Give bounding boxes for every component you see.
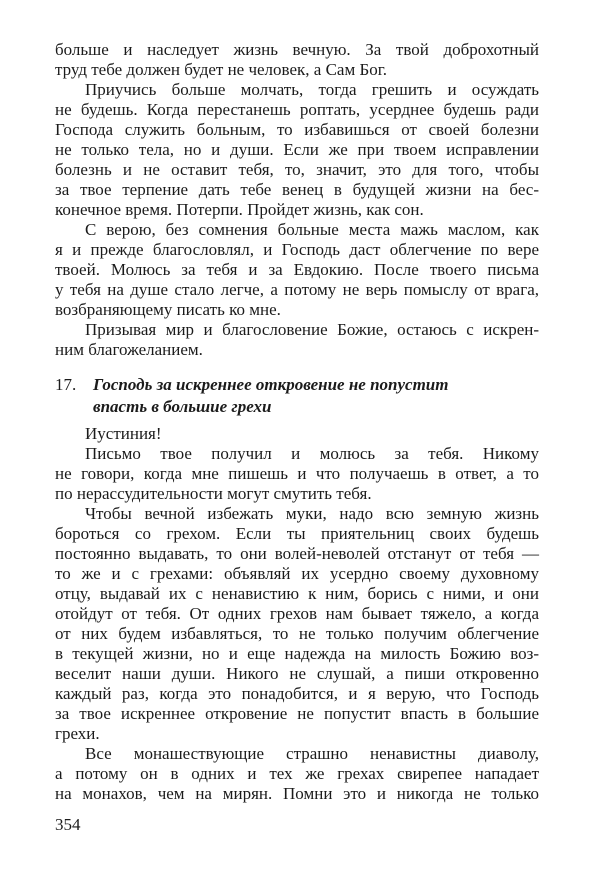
text-before-heading xyxy=(55,40,539,360)
section-heading xyxy=(55,374,539,418)
page-text-block xyxy=(55,40,539,804)
text-line: постоянно выдавать, то они волей-неволей отстанут от тебя — xyxy=(55,544,539,563)
text-line: а потому он в одних и тех же грехах свирепее нападает xyxy=(55,764,539,783)
text-line: на монахов, чем на мирян. Помни это и никогда не только xyxy=(55,784,539,803)
text-line: возбраняющему писать ко мне. xyxy=(55,300,281,319)
text-line: отойдут от тебя. От одних грехов нам бывает тяжело, а когда xyxy=(55,604,539,623)
text-line: твоей. Молюсь за тебя и за Евдокию. После твоего письма xyxy=(55,260,539,279)
text-line: веселит наши души. Никого не слушай, а пиши откровенно xyxy=(55,664,539,683)
text-line: от них будем избавляться, то не только получим облегчение xyxy=(55,624,539,643)
text-line: то же и с грехами: объявляй их усердно своему духовному xyxy=(55,564,539,583)
text-line: не говори, когда мне пишешь и что получаешь в ответ, а то xyxy=(55,464,539,483)
section-title xyxy=(93,374,448,418)
text-line: за твое искреннее откровение не попустит впасть в большие xyxy=(55,704,539,723)
text-line: Приучись больше молчать, тогда грешить и осуждать xyxy=(85,80,539,99)
text-line: Иустиния! xyxy=(85,424,162,443)
text-line: конечное время. Потерпи. Пройдет жизнь, как сон. xyxy=(55,200,424,219)
text-line: грехи. xyxy=(55,724,100,743)
text-line: Господа служить больным, то избавишься от своей болезни xyxy=(55,120,539,139)
text-line: Все монашествующие страшно ненавистны диаволу, xyxy=(85,744,539,763)
text-line: у тебя на душе стало легче, а потому не верь помыслу от врага, xyxy=(55,280,539,299)
text-line: Письмо твое получил и молюсь за тебя. Никому xyxy=(85,444,539,463)
text-line: в текущей жизни, но и еще надежда на милость Божию воз- xyxy=(55,644,539,663)
page-number: 354 xyxy=(55,815,81,834)
text-line: по нерассудительности могут смутить тебя. xyxy=(55,484,372,503)
section-title-line: Господь за искреннее откровение не попустит xyxy=(93,375,449,394)
text-line: не будешь. Когда перестанешь роптать, усерднее будешь ради xyxy=(55,100,539,119)
text-line: Призывая мир и благословение Божие, остаюсь с искрен- xyxy=(85,320,539,339)
text-line: не только тела, но и души. Если же при твоем исправлении xyxy=(55,140,539,159)
text-line: С верою, без сомнения больные места мажь маслом, как xyxy=(85,220,539,239)
text-line: я и прежде благословлял, и Господь даст облегчение по вере xyxy=(55,240,539,259)
text-line: каждый раз, когда это понадобится, и я верую, что Господь xyxy=(55,684,539,703)
text-line: за твое терпение дать тебе венец в будущей жизни на бес- xyxy=(55,180,539,199)
text-line: труд тебе должен будет не человек, а Сам Бог. xyxy=(55,60,388,79)
section-number: 17. xyxy=(55,375,77,394)
text-line: ним благожеланием. xyxy=(55,340,203,359)
text-line: Чтобы вечной избежать муки, надо всю земную жизнь xyxy=(85,504,539,523)
text-line: отцу, выдавай их с ненавистию к ним, борись с ними, и они xyxy=(55,584,539,603)
section-title-line: впасть в большие грехи xyxy=(93,397,272,416)
text-line: болезнь и не оставит тебя, то, значит, это для того, чтобы xyxy=(55,160,539,179)
text-line: больше и наследует жизнь вечную. За твой доброхотный xyxy=(55,40,539,59)
text-after-heading xyxy=(55,424,539,804)
text-line: бороться со грехом. Если ты приятельниц своих будешь xyxy=(55,524,539,543)
